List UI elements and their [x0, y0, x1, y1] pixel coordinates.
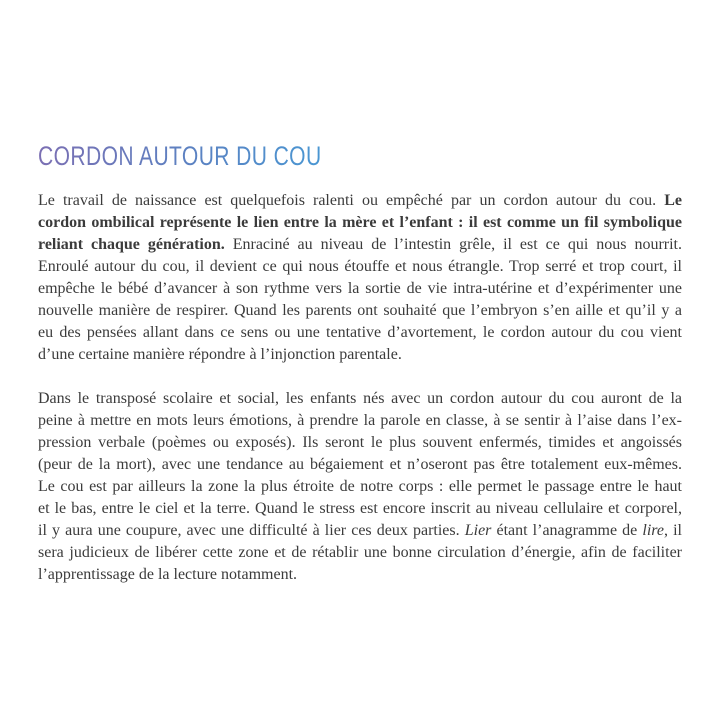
text-line [38, 432, 682, 454]
text-run: l’apprentissage de la lecture notamment. [38, 566, 298, 583]
text-run: Le travail de naissance est quelquefois ralenti ou empêché par un cordon autour du cou. [38, 192, 665, 209]
text-line [38, 234, 682, 256]
text-run: empêche le bébé d’avancer à son rythme vers la sortie de vie intra-utérine et d’expérimenter une [38, 280, 682, 297]
text-run: Enraciné au niveau de l’intestin grêle, il est ce qui nous nourrit. [224, 236, 682, 253]
text-line [38, 278, 682, 300]
bold-run: cordon ombilical représente le lien entre la mère et l’enfant : il est comme un fil symbolique [38, 214, 682, 231]
text-run: peine à mettre en mots leurs émotions, à prendre la parole en classe, à se sentir à l’aise dans l’ex- [38, 412, 682, 429]
text-run: (peur de la mort), avec une tendance au bégaiement et n’oseront pas être totalement eux-mêmes. [38, 456, 682, 473]
italic-run: Lier [464, 522, 492, 539]
text-run: Enroulé autour du cou, il devient ce qui nous étouffe et nous étrangle. Trop serré et trop court, il [38, 258, 682, 275]
text-run: et le bas, entre le ciel et la terre. Quand le stress est encore inscrit au niveau cellulaire et corporel, [38, 500, 682, 517]
text-line [38, 300, 682, 322]
text-run: nouvelle manière de respirer. Quand les parents ont souhaité que l’embryon s’en aille et qu’il y a [38, 302, 682, 319]
text-line [38, 212, 682, 234]
italic-run: lire [642, 522, 665, 539]
page-content [38, 0, 682, 586]
text-line [38, 564, 682, 586]
text-run: pression verbale (poèmes ou exposés). Ils seront le plus souvent enfermés, timides et angoissés [38, 434, 682, 451]
section-heading-text: CORDON AUTOUR DU COU [38, 141, 322, 171]
text-line [38, 542, 682, 564]
section-heading [38, 143, 682, 170]
text-line [38, 344, 682, 366]
bold-run: Le [664, 192, 682, 209]
text-run: étant l’anagramme de [491, 522, 643, 539]
text-run: sera judicieux de libérer cette zone et de rétablir une bonne circulation d’énergie, afin de faciliter [38, 544, 682, 561]
text-line [38, 410, 682, 432]
text-line [38, 190, 682, 212]
text-line [38, 476, 682, 498]
text-line [38, 388, 682, 410]
text-line [38, 520, 682, 542]
text-line [38, 498, 682, 520]
text-run: Dans le transposé scolaire et social, les enfants nés avec un cordon autour du cou auront de la [38, 390, 682, 407]
text-run: il y aura une coupure, avec une difficulté à lier ces deux parties. [38, 522, 465, 539]
text-line [38, 322, 682, 344]
bold-run: reliant chaque génération. [38, 236, 225, 253]
text-line [38, 256, 682, 278]
paragraph [38, 190, 682, 366]
body-text [38, 190, 682, 586]
text-run: , il [664, 522, 683, 539]
paragraph [38, 388, 682, 586]
text-line [38, 454, 682, 476]
text-run: Le cou est par ailleurs la zone la plus étroite de notre corps : elle permet le passage entre le haut [38, 478, 682, 495]
text-run: d’une certaine manière répondre à l’injonction parentale. [38, 346, 402, 363]
text-run: eu des pensées allant dans ce sens ou une tentative d’avortement, le cordon autour du cou vient [38, 324, 682, 341]
